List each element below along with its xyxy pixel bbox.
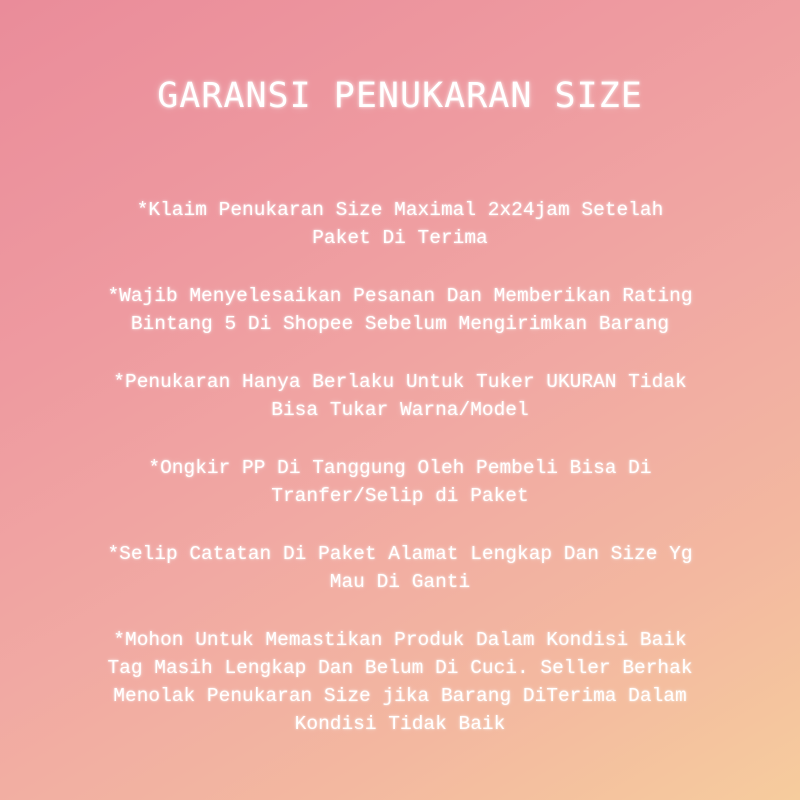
rule-line: *Klaim Penukaran Size Maximal 2x24jam Setelah [136,199,664,221]
rule-line: Paket Di Terima [312,227,488,249]
rule-line: *Ongkir PP Di Tanggung Oleh Pembeli Bisa Di [148,457,652,479]
rule-item [20,540,780,596]
rule-item [20,454,780,510]
rule-line: *Selip Catatan Di Paket Alamat Lengkap Dan Size Yg [107,543,693,565]
rule-line: *Mohon Untuk Memastikan Produk Dalam Kondisi Baik [113,629,687,651]
rule-line: Mau Di Ganti [329,571,471,593]
rule-line: Bisa Tukar Warna/Model [271,399,529,421]
rule-line: Tranfer/Selip di Paket [271,485,529,507]
rule-line: *Penukaran Hanya Berlaku Untuk Tuker UKURAN Tidak [113,371,687,393]
rule-item [20,368,780,424]
rule-item [20,196,780,252]
rule-line: Tag Masih Lengkap Dan Belum Di Cuci. Seller Berhak [107,657,693,679]
rule-line: Kondisi Tidak Baik [294,713,506,735]
rule-item [20,282,780,338]
poster-title: GARANSI PENUKARAN SIZE [157,76,643,116]
rules-list [20,196,780,768]
rule-item [20,626,780,738]
rule-line: Menolak Penukaran Size jika Barang DiTerima Dalam [113,685,687,707]
rule-line: Bintang 5 Di Shopee Sebelum Mengirimkan Barang [130,313,670,335]
rule-line: *Wajib Menyelesaikan Pesanan Dan Memberikan Rating [107,285,693,307]
